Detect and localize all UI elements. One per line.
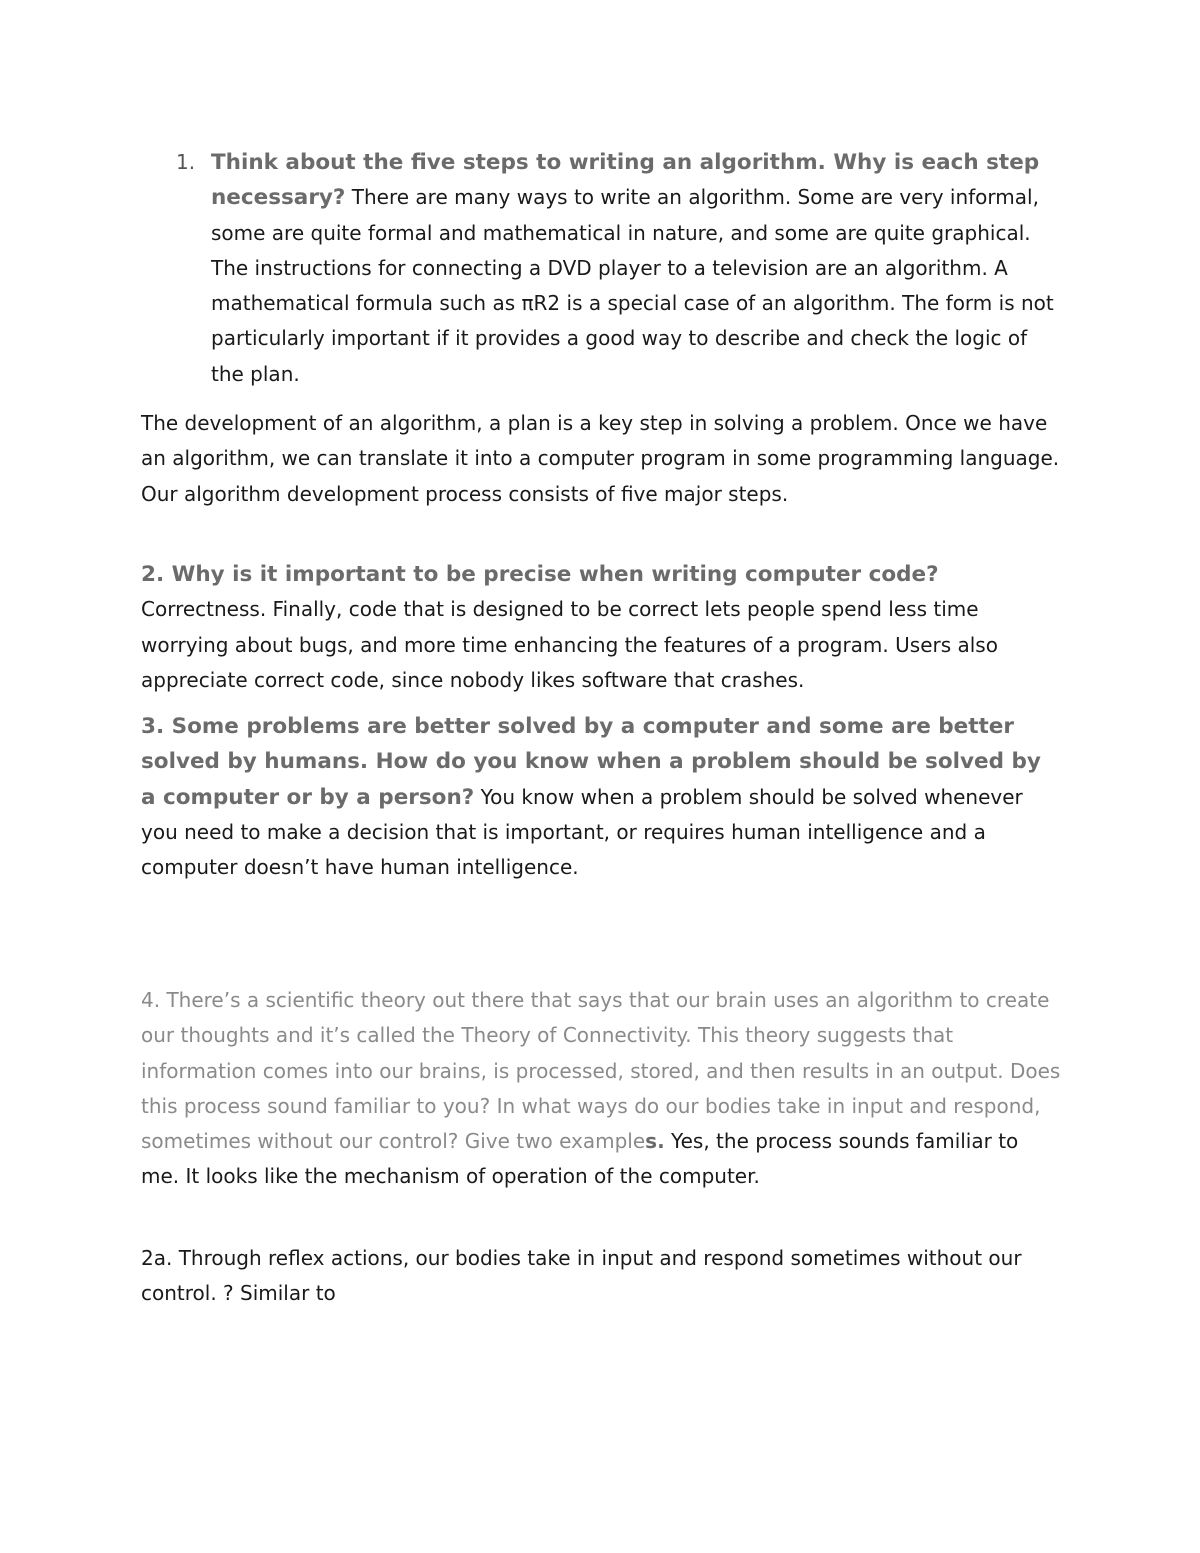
list-marker-1: 1. bbox=[176, 150, 196, 174]
answer-3-text: You know when a problem should be solved whenever you need to make a decision that is important, or requires human intelligence and a computer doesn’t have human intelligence. bbox=[141, 784, 1023, 880]
question-1-text: Think about the five steps to writing an algorithm. Why is each step necessary? bbox=[211, 150, 1040, 211]
question-3-paragraph bbox=[141, 709, 1061, 885]
answer-2-text: Correctness. Finally, code that is designed to be correct lets people spend less time worrying about bugs, and more time enhancing the features of a program. Users also appreciate correct code, since nobody likes software that crashes. bbox=[141, 597, 998, 692]
question-3-text: 3. Some problems are better solved by a computer and some are better solved by humans. How do you know when a problem should be solved by a computer or by a person? bbox=[141, 714, 1041, 810]
question-1-paragraph bbox=[211, 145, 1061, 392]
question-4-tail: s. bbox=[645, 1129, 665, 1154]
development-paragraph: The development of an algorithm, a plan is a key step in solving a problem. Once we have an algorithm, we can translate it into a computer program in some programming language. Our algorithm development process consists of five major steps. bbox=[141, 411, 1060, 506]
question-4-body: 4. There’s a scientific theory out there that says that our brain uses an algorithm to create our thoughts and it’s called the Theory of Connectivity. This theory suggests that information comes into our brains, is processed, stored, and then results in an output. Does this process sound familiar to you? In what ways do our bodies take in input and respond, sometimes without our control? Give two example bbox=[141, 988, 1061, 1154]
answer-1-text: There are many ways to write an algorithm. Some are very informal, some are quite formal and mathematical in nature, and some are quite graphical. The instructions for connecting a DVD player to a television are an algorithm. A mathematical formula such as πR2 is a special case of an algorithm. The form is not particularly important if it provides a good way to describe and check the logic of the plan. bbox=[211, 185, 1054, 386]
answer-4-text: Yes, the process sounds familiar to me. It looks like the mechanism of operation of the computer. bbox=[141, 1129, 1019, 1189]
answer-2a-paragraph: 2a. Through reflex actions, our bodies take in input and respond sometimes without our control. ? Similar to bbox=[141, 1246, 1022, 1306]
question-2-text: 2. Why is it important to be precise when writing computer code? bbox=[141, 562, 939, 587]
question-4-paragraph bbox=[141, 983, 1061, 1195]
question-2-paragraph bbox=[141, 557, 1061, 698]
